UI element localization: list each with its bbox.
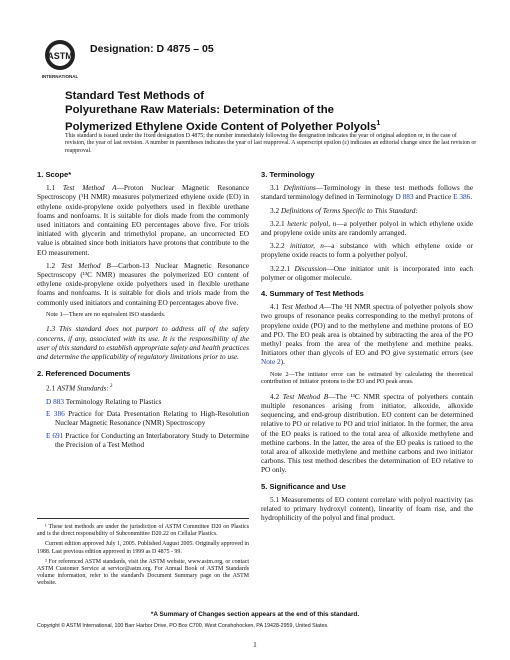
svg-text:INTERNATIONAL: INTERNATIONAL [41, 74, 79, 79]
paragraph-3-2-2: 3.2.2 initiator, n—a substance with which ethylene oxide or propylene oxide reacts to form a polyether polyol. [261, 241, 473, 260]
footnote-2: ² For referenced ASTM standards, visit the ASTM website, www.astm.org, or contact ASTM Customer Service at service@astm.org. For Annual Book of ASTM Standards volume information, refer to the standard's Document Summary page on the ASTM website. [37, 558, 249, 587]
issuance-note: This standard is issued under the fixed designation D 4875; the number immediately following the designation indicates the year of original adoption or, in the case of revision, the year of last revision. A number in parentheses indicates the year of last reapproval. A superscript epsilon (ε) indicates an editorial change since the last revision or reapproval. [65, 133, 477, 154]
paragraph-3-2-2-1: 3.2.2.1 Discussion—One initiator unit is incorporated into each polymer or oligomer molecule. [261, 263, 474, 282]
paragraph-1-1: 1.1 Test Method A—Proton Nuclear Magnetic Resonance Spectroscopy (¹H NMR) measures polymerized ethylene oxide (EO) in ethylene oxide-propylene oxide polyethers used in flexible urethane foams and nonfoams. It is suitable for diols made from the commonly used initiators and containing EO percentages above five. For triols initiated with glycerin and trimethylol propane, an uncorrected EO value is obtained since both initiators have protons that contribute to the EO measurement. [37, 183, 250, 257]
summary-heading: 4. Summary of Test Methods [261, 289, 364, 299]
paragraph-5-1: 5.1 Measurements of EO content correlate with polyol reactivity (as related to primary hydroxyl content), linearity of foam rise, and the hydrophilicity of the polyol and final product. [261, 494, 473, 523]
scope-heading: 1. Scope* [37, 170, 72, 179]
reference-item[interactable]: E 691 Practice for Conducting an Interlaboratory Study to Determine the Precision of a Test Method [46, 430, 249, 449]
right-column [261, 170, 473, 526]
paragraph-2-1: 2.1 ASTM Standards: $^2$ [46, 383, 113, 393]
note-1: Note 1—There are no equivalent ISO standards. [46, 310, 166, 318]
page-number: 1 [253, 640, 257, 649]
designation: Designation: D 4875 – 05 [90, 43, 214, 55]
referenced-documents-heading: 2. Referenced Documents [37, 369, 131, 379]
paragraph-1-2: 1.2 Test Method B—Carbon-13 Nuclear Magnetic Resonance Spectroscopy (¹³C NMR) measures the polymerized EO content of ethylene oxide-propylene oxide polyethers used in flexible urethane foams and nonfoams. It is suitable for diols and triols made from the commonly used initiators and containing EO percentages above five. [37, 260, 250, 307]
link-note-2[interactable]: Note 2 [261, 357, 281, 367]
astm-logo [40, 38, 80, 84]
copyright: Copyright © ASTM International, 100 Barr Harbor Drive, PO Box C700, West Conshohocken, PA 19428-2959, United States. [37, 623, 329, 629]
footnote-1-edition: Current edition approved July 1, 2005. Published August 2005. Originally approved in 1988. Last previous edition approved in 1999 as D 4875 - 99. [37, 541, 249, 555]
link-e386[interactable]: E 386 [453, 192, 471, 202]
footnotes [37, 518, 249, 591]
title-line-2: Polyurethane Raw Materials: Determination of the [65, 103, 334, 116]
paragraph-4-2: 4.2 Test Method B—The ¹³C NMR spectra of polyethers contain multiple resonances arising from initiator, alkoxide, alkoxide sequencing, and end-group distribution. EO content can be determined relative to PO or relative to PO and triol initiator. In the former, the area of the EO peaks is ratioed to the total area of alkoxide methylene and methine carbons. In the latter, the area of the EO peaks is ratioed to the total area of alkoxide methylene and methine carbons and two initiator carbons. This test method describes the determination of EO relative to PO only. [261, 391, 473, 475]
paragraph-3-2: 3.2 Definitions of Terms Specific to This Standard: [270, 205, 418, 215]
significance-heading: 5. Significance and Use [261, 481, 346, 491]
svg-text:ASTM: ASTM [47, 51, 73, 61]
paragraph-4-1: 4.1 Test Method A—The ¹H NMR spectra of polyether polyols show two groups of resonance peaks corresponding to the methyl protons of propylene oxide (PO) and to the methylene and methine protons of EO and PO. The EO peak area is obtained by subtracting the area of the PO methyl peaks from the area of the methylene and methine peaks. Initiators other than glycols of EO and PO give systematic errors (see Note 2). [261, 302, 473, 367]
paragraph-3-2-1: 3.2.1 heteric polyol, n—a polyether polyol in which ethylene oxide and propylene oxide units are randomly arranged. [261, 218, 474, 238]
document-title [65, 90, 485, 134]
footnote-1: ¹ These test methods are under the jurisdiction of ASTM Committee D20 on Plastics and is the direct responsibility of Subcommittee D20.22 on Cellular Plastics. [37, 524, 249, 538]
left-column [37, 170, 249, 452]
link-d883[interactable]: D 883 [395, 192, 414, 202]
reference-item[interactable]: D 883 Terminology Relating to Plastics [46, 397, 162, 407]
paragraph-1-3: 1.3 This standard does not purport to address all of the safety concerns, if any, associated with its use. It is the responsibility of the user of this standard to establish appropriate safety and health practices and determine the applicability of regulatory limitations prior to use. [37, 324, 249, 362]
paragraph-3-1: 3.1 Definitions—Terminology in these test methods follows the standard terminology defined in Terminology D 883 and Practice E 386. [261, 183, 473, 202]
note-2: Note 2—The initiator error can be estimated by calculating the theoretical contribution of initiator protons to the EO and PO peak areas. [261, 370, 473, 386]
reference-item[interactable]: E 386 Practice for Data Presentation Relating to High-Resolution Nuclear Magnetic Resonance (NMR) Spectroscopy [46, 409, 249, 428]
title-line-1: Standard Test Methods of [65, 90, 205, 102]
summary-of-changes-note: *A Summary of Changes section appears at the end of this standard. [150, 611, 360, 618]
terminology-heading: 3. Terminology [261, 170, 315, 179]
title-line-3: Polymerized Ethylene Oxide Content of Polyether Polyols$^1$ [65, 120, 381, 133]
